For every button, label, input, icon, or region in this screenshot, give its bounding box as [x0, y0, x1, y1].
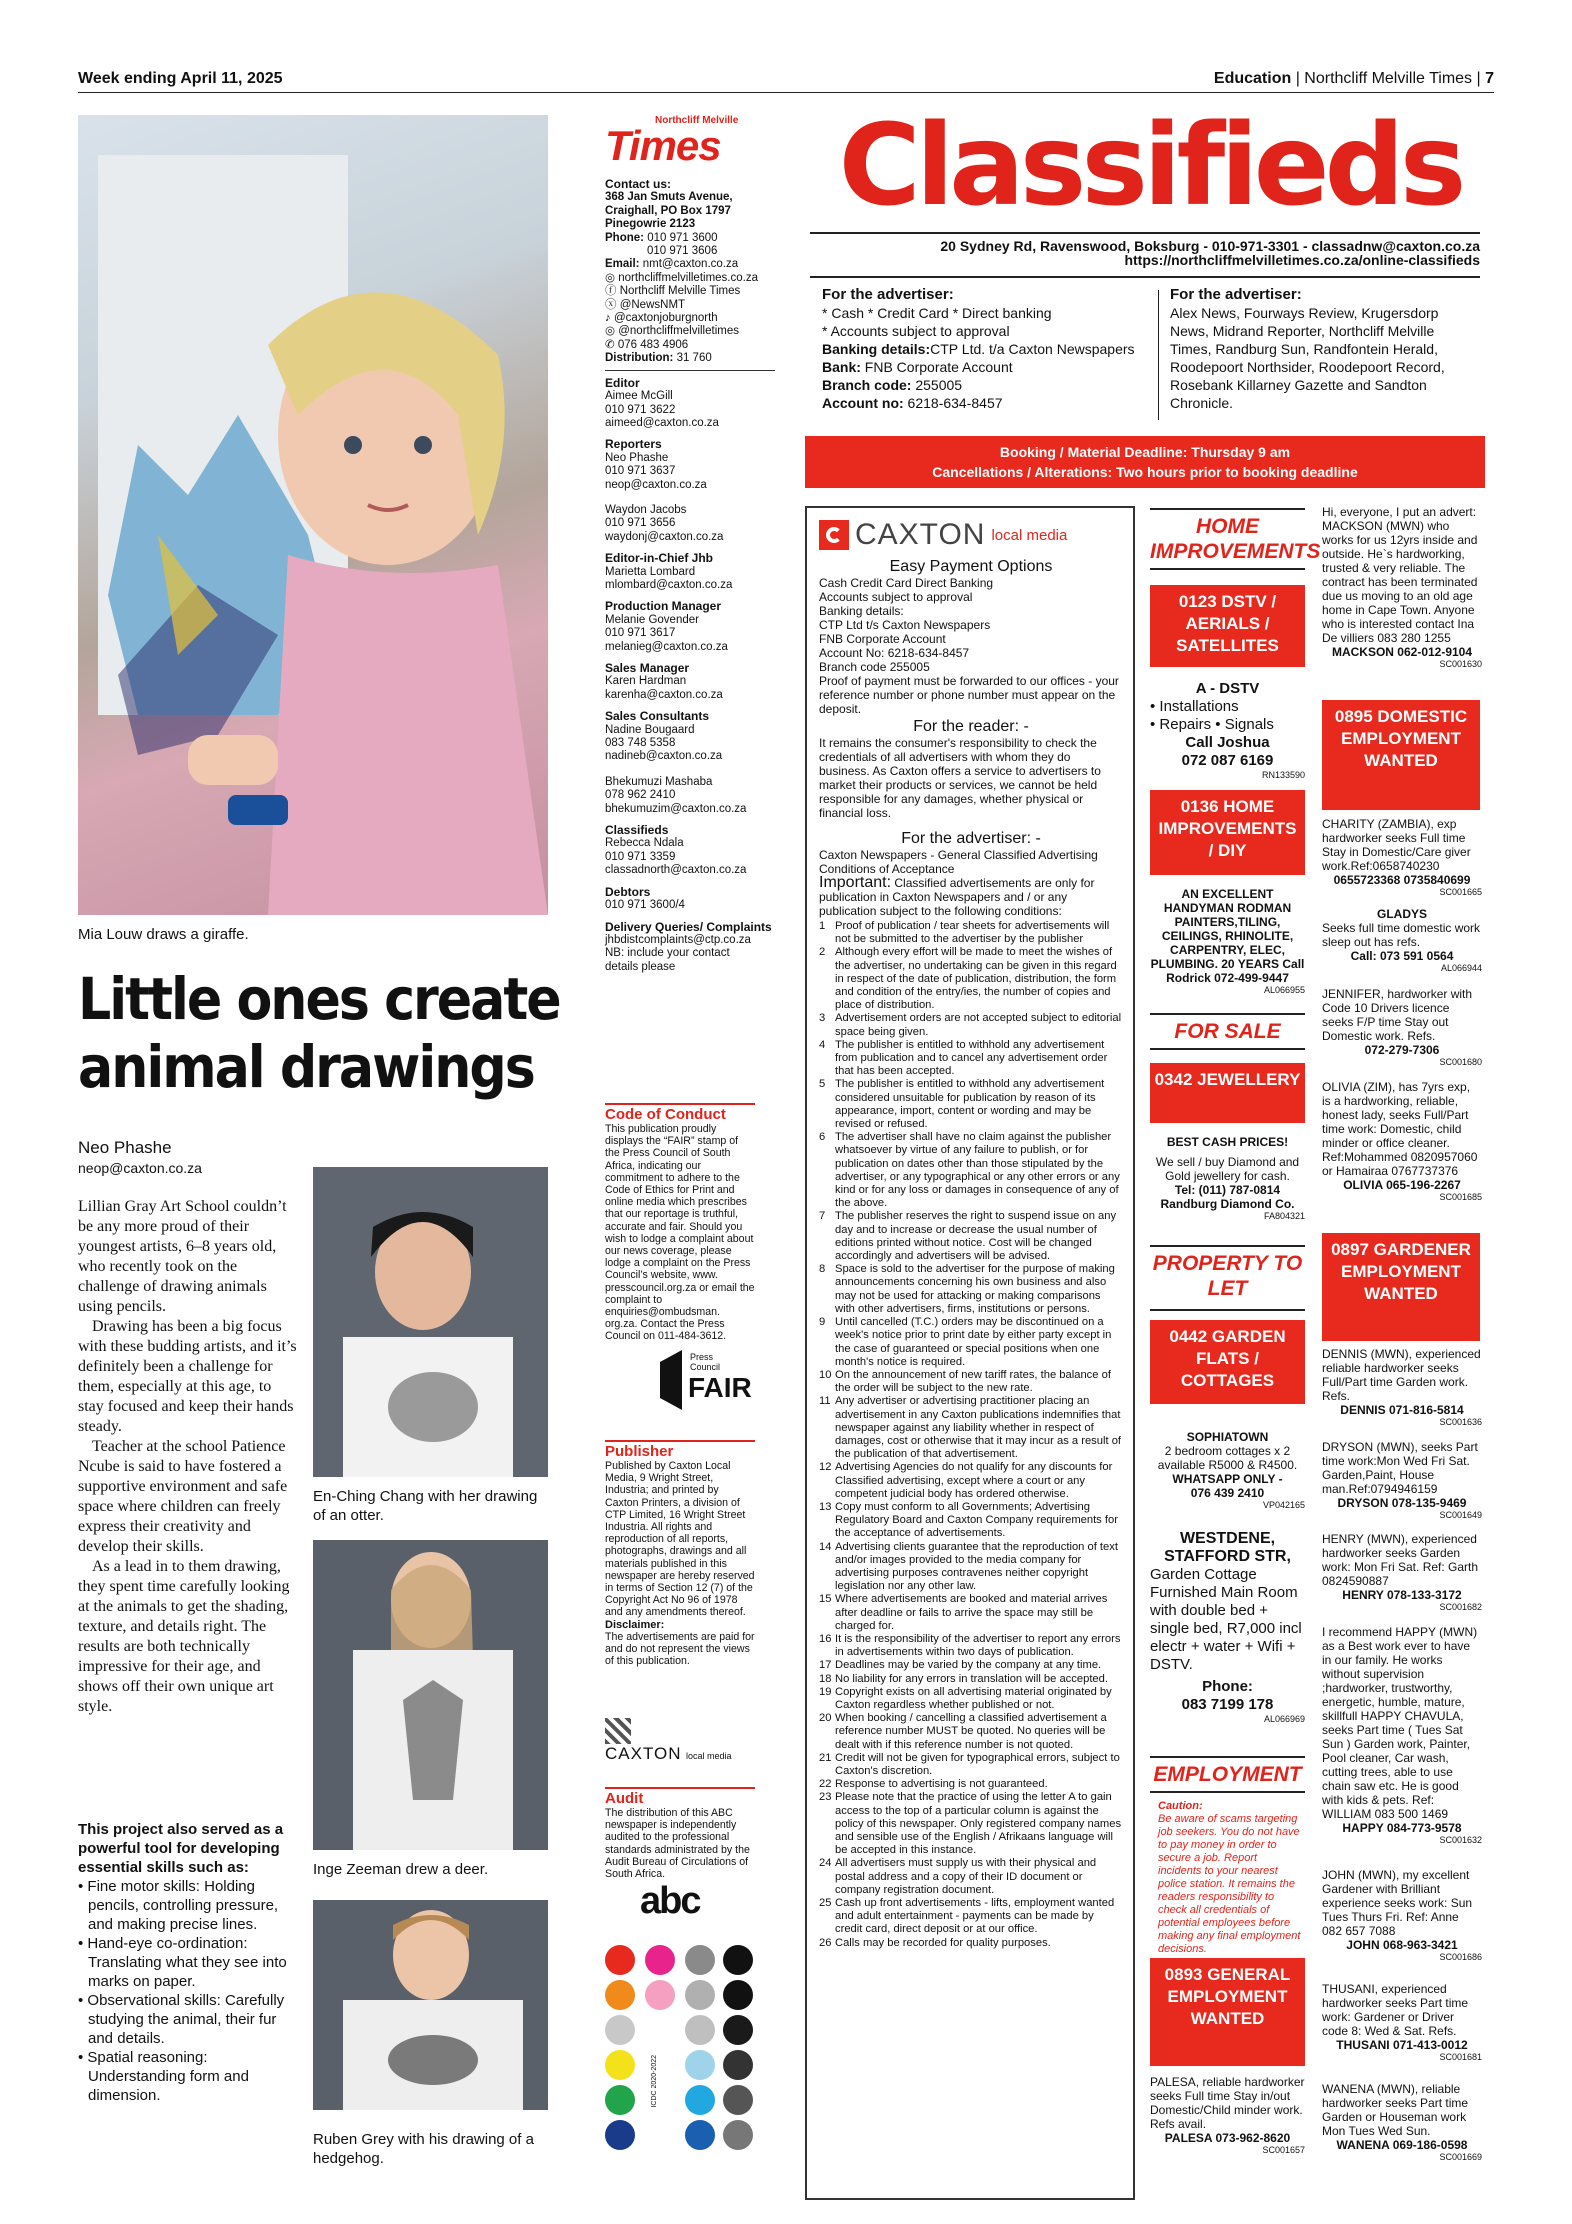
- ad-gladys: GLADYS Seeks full time domestic work sleep out has refs. Call: 073 591 0564 AL066944: [1322, 907, 1482, 973]
- cat-property-to-let: PROPERTY TO LET: [1150, 1245, 1305, 1311]
- cat-0893-general-employment: 0893 GENERAL EMPLOYMENT WANTED: [1150, 1958, 1305, 2066]
- staff-line: 010 971 3637: [605, 465, 676, 478]
- condition-number: 2: [819, 946, 826, 959]
- photo-hedgehog: [313, 1900, 548, 2110]
- condition-item: 6 The advertiser shall have no claim against the publisher whatsoever by virtue of any failure to publish, or for publication on dates other than those stipulated by the advertiser, or any typographical or any other errors or any kind or for any loss or damages in consequence of any of the above.: [819, 1131, 1120, 1210]
- condition-number: 3: [819, 1012, 826, 1025]
- conditions-list: [819, 920, 1123, 1950]
- ad-olivia: OLIVIA (ZIM), has 7yrs exp, is a hardworking, reliable, honest lady, seeks Full/Part time work: Domestic, child minder or office cleaner. Ref:Mohammed 0820957060 or Hamairaa 0767737376 OLIVIA 065-196-2267 SC001685: [1322, 1080, 1482, 1202]
- publisher-title: Publisher: [605, 1440, 755, 1460]
- staff-line: Neo Phashe: [605, 451, 669, 464]
- ad-dennis: DENNIS (MWN), experienced reliable hardworker seeks Full/Part time Garden work. Refs. DENNIS 071-816-5814 SC001636: [1322, 1347, 1482, 1427]
- condition-number: 15: [819, 1593, 832, 1606]
- facebook-link[interactable]: ⓕ Northcliff Melville Times: [605, 285, 741, 298]
- colour-bar: [605, 1945, 755, 2170]
- header-rule: [78, 92, 1494, 93]
- staff-block: [605, 438, 775, 544]
- condition-item: 24 All advertisers must supply us with their physical and postal address and a copy of their ID document or company registration document.: [819, 1857, 1097, 1896]
- conduct-title: Code of Conduct: [605, 1103, 755, 1123]
- condition-number: 18: [819, 1672, 832, 1685]
- branch-value: 255005: [915, 377, 963, 393]
- staff-line: NB: include your contact: [605, 947, 730, 960]
- phone-2[interactable]: 010 971 3606: [647, 245, 718, 258]
- staff-role: Delivery Queries/ Complaints: [605, 919, 772, 934]
- deadline-banner: [805, 436, 1485, 488]
- condition-number: 7: [819, 1210, 826, 1223]
- photo-illustration: [78, 115, 548, 915]
- easy-payment-line: Accounts subject to approval: [819, 590, 973, 604]
- caxton-terms-box: [805, 506, 1135, 2200]
- condition-item: 26 Calls may be recorded for quality purposes.: [819, 1936, 1051, 1949]
- ad-westdene: WESTDENE, STAFFORD STR, Garden Cottage Furnished Main Room with double bed + single bed, R7,000 incl electr + water + Wifi + DSTV. Phone: 083 7199 178 AL066969: [1150, 1530, 1305, 1724]
- article-paragraph: Teacher at the school Patience Ncube is said to have fostered a supportive environment and safe space where children can freely express their creativity and develop their skills.: [78, 1438, 288, 1555]
- condition-item: 18 No liability for any errors in translation will be accepted.: [819, 1672, 1108, 1685]
- banking-value: CTP Ltd. t/a Caxton Newspapers: [930, 341, 1135, 357]
- easy-payment-line: Proof of payment must be forwarded to our offices - your reference number or phone number must appear on the deposit.: [819, 674, 1119, 716]
- classifieds-title: Classifieds: [838, 101, 1462, 231]
- disclaimer-title: Disclaimer:: [605, 1618, 665, 1631]
- staff-line: Rebecca Ndala: [605, 837, 684, 850]
- caxton-small-sub: local media: [686, 1751, 732, 1761]
- important-text: Classified advertisements are only for publication in Caxton Newspapers and / or any publication subject to the following conditions:: [819, 876, 1095, 918]
- easy-payment-line: Account No: 6218-634-8457: [819, 646, 970, 660]
- condition-number: 23: [819, 1791, 832, 1804]
- cat-0897-gardener: 0897 GARDENER EMPLOYMENT WANTED: [1322, 1233, 1480, 1341]
- staff-line: 010 971 3622: [605, 403, 676, 416]
- easy-payment-title: Easy Payment Options: [889, 558, 1053, 575]
- instagram-link[interactable]: ◎ @northcliffmelvilletimes: [605, 325, 739, 338]
- caxton-logo-sub: local media: [991, 526, 1068, 544]
- cat-0895-domestic: 0895 DOMESTIC EMPLOYMENT WANTED: [1322, 700, 1480, 810]
- disclaimer-text: The advertisements are paid for and do not represent the views of this publication.: [605, 1630, 755, 1668]
- staff-line: Karen Hardman: [605, 675, 687, 688]
- staff-line: Bhekumuzi Mashaba: [605, 775, 713, 788]
- staff-line: 010 971 3617: [605, 627, 676, 640]
- distribution-label: Distribution:: [605, 352, 674, 365]
- condition-number: 10: [819, 1368, 832, 1381]
- reader-text: It remains the consumer's responsibility to check the credentials of all advertisers with whom they do business. As Caxton offers a service to advertisers to market their products or services, we cannot be held responsible for any damages, whether physical or financial loss.: [819, 736, 1101, 820]
- adv-right-text: Alex News, Fourways Review, Krugersdorp News, Midrand Reporter, Northcliff Melville Times, Randburg Sun, Randfontein Herald, Roodepoort Northsider, Roodepoort Record, Rosebank Killarney Gazette and Sandton Chronicle.: [1170, 305, 1445, 411]
- staff-role: Production Manager: [605, 599, 722, 614]
- publisher: [605, 1440, 755, 1667]
- staff-line[interactable]: aimeed@caxton.co.za: [605, 416, 719, 429]
- important-label: Important:: [819, 874, 892, 891]
- condition-item: 7 The publisher reserves the right to suspend issue on any day and to increase or decrease the usual number of editions printed without notice. Cost will be changed accordingly and advertisers will be advised.: [819, 1210, 1117, 1263]
- staff-line: 010 971 3600/4: [605, 899, 685, 912]
- cat-home-improvements: HOME IMPROVEMENTS: [1150, 508, 1305, 570]
- contact-line: 368 Jan Smuts Avenue,: [605, 191, 733, 204]
- email-label: Email:: [605, 258, 640, 271]
- icdc-text: ICDC 2020-2022: [651, 2055, 658, 2108]
- terms-adv-sub: Caxton Newspapers - General Classified Advertising Conditions of Acceptance: [819, 848, 1098, 876]
- cat-0342-jewellery: 0342 JEWELLERY: [1150, 1063, 1305, 1123]
- caption-otter: En-Ching Chang with her drawing of an otter.: [313, 1488, 538, 1524]
- staff-block: [605, 600, 775, 654]
- skill-item: • Observational skills: Carefully studying the animal, their fur and details.: [78, 1992, 285, 2047]
- header-paper: Northcliff Melville Times: [1304, 70, 1473, 87]
- abc-logo: abc: [640, 1880, 700, 1922]
- publisher-text: Published by Caxton Local Media, 9 Wright Street, Industria; and printed by Caxton Printers, a division of CTP Limited, 16 Wright Street Industria. All rights and reproduction of all reports, photographs, drawings and all materials published in this newspaper are hereby reserved in terms of Section 12 (7) of the Copyright Act No 96 of 1978 and any amendments thereof.: [605, 1460, 755, 1619]
- staff-line: Aimee McGill: [605, 390, 673, 403]
- easy-payment-line: Branch code 255005: [819, 660, 930, 674]
- condition-number: 5: [819, 1078, 826, 1091]
- cat-employment: EMPLOYMENT: [1150, 1756, 1305, 1793]
- header-right: Education | Northcliff Melville Times | 7: [1213, 70, 1494, 87]
- code-of-conduct: [605, 1103, 755, 1343]
- condition-number: 4: [819, 1038, 826, 1051]
- article-paragraph: Lillian Gray Art School couldn’t be any more proud of their youngest artists, 6–8 years old, who recently took on the challenge of drawing animals using pencils.: [78, 1198, 287, 1315]
- account-label: Account no:: [822, 395, 904, 411]
- ad-john: JOHN (MWN), my excellent Gardener with Brilliant experience seeks work: Sun Tues Thurs Fri. Ref: Anne 082 657 7088 JOHN 068-963-3421 SC001686: [1322, 1868, 1482, 1962]
- condition-number: 20: [819, 1712, 832, 1725]
- deadline-booking: Booking / Material Deadline: Thursday 9 am: [999, 444, 1291, 460]
- website-link[interactable]: ◎ northcliffmelvilletimes.co.za: [605, 271, 758, 284]
- condition-item: 19 Copyright exists on all advertising material originated by Caxton regardless whether published or not.: [819, 1685, 1112, 1711]
- staff-line[interactable]: jhbdistcomplaints@ctp.co.za: [605, 933, 751, 946]
- advertiser-divider: [1158, 290, 1159, 420]
- easy-payment-line: CTP Ltd t/s Caxton Newspapers: [819, 618, 991, 632]
- branch-label: Branch code:: [822, 377, 912, 393]
- condition-item: 22 Response to advertising is not guaranteed.: [819, 1778, 1048, 1791]
- staff-block: [605, 824, 775, 878]
- condition-item: 15 Where advertisements are booked and material arrives after deadline or fails to arrive the space may still be charged for.: [819, 1593, 1108, 1632]
- condition-item: 17 Deadlines may be varied by the company at any time.: [819, 1659, 1102, 1672]
- condition-number: 13: [819, 1500, 832, 1513]
- staff-line: [605, 492, 775, 504]
- caption-deer: Inge Zeeman drew a deer.: [313, 1861, 489, 1878]
- contacts-block: [605, 178, 775, 982]
- condition-item: 1 Proof of publication / tear sheets for advertisements will not be submitted to the advertiser by the publisher: [819, 920, 1110, 946]
- photo-deer: [313, 1540, 548, 1850]
- condition-number: 26: [819, 1936, 832, 1949]
- staff-line: Waydon Jacobs: [605, 503, 687, 516]
- condition-number: 6: [819, 1131, 826, 1144]
- ad-happy: I recommend HAPPY (MWN) as a Best work ever to have in our family. He works without supervision ;hardworker, trustworthy, energetic, humble, mature, skillfull HAPPY CHAVULA, seeks Part time ( Tues Sat Sun ) Garden work, Painter, Pool cleaner, Car wash, cutting trees, able to use chain saw etc. He is good with kids & pets. Ref: WILLIAM 083 500 1469 HAPPY 084-773-9578 SC001632: [1322, 1625, 1482, 1845]
- condition-number: 9: [819, 1316, 826, 1329]
- caxton-logo-text: CAXTON: [855, 518, 986, 551]
- staff-line: 010 971 3656: [605, 517, 676, 530]
- condition-item: 13 Copy must conform to all Governments; Advertising Regulatory Board and Caxton Company requirements for the acceptance of advertisements.: [819, 1500, 1118, 1540]
- condition-number: 22: [819, 1778, 832, 1791]
- audit-title: Audit: [605, 1787, 755, 1807]
- account-value: 6218-634-8457: [907, 395, 1003, 411]
- staff-line: 083 748 5358: [605, 737, 676, 750]
- condition-number: 17: [819, 1659, 832, 1672]
- condition-number: 19: [819, 1685, 832, 1698]
- skills-intro: This project also served as a powerful tool for developing essential skills such as:: [78, 1821, 284, 1876]
- cat-0123-dstv: 0123 DSTV / AERIALS / SATELLITES: [1150, 585, 1305, 667]
- condition-item: 16 It is the responsibility of the advertiser to report any errors in advertisements within two days of publication.: [819, 1632, 1121, 1659]
- condition-item: 5 The publisher is entitled to withhold any advertisement considered unsuitable for publication by reason of its appearance, import, content or wording and may be revised or refused.: [819, 1078, 1105, 1131]
- masthead: [605, 115, 765, 169]
- staff-line[interactable]: nadineb@caxton.co.za: [605, 750, 723, 763]
- skill-item: • Spatial reasoning: Understanding form and dimension.: [78, 2049, 249, 2104]
- caxton-logo-small: [605, 1718, 765, 1764]
- staff-block: [605, 921, 775, 975]
- reader-title: For the reader: -: [913, 718, 1029, 735]
- staff-line[interactable]: mlombard@caxton.co.za: [605, 578, 733, 591]
- skill-item: • Fine motor skills: Holding pencils, controlling pressure, and making precise lines.: [78, 1878, 279, 1933]
- condition-number: 11: [819, 1395, 831, 1408]
- fair-small-1: Press: [690, 1352, 714, 1362]
- ad-sophiatown: SOPHIATOWN 2 bedroom cottages x 2 available R5000 & R4500. WHATSAPP ONLY - 076 439 2410 VP042165: [1157, 1430, 1305, 1510]
- header-week: Week ending April 11, 2025: [78, 70, 283, 87]
- condition-number: 25: [819, 1897, 832, 1910]
- terms-adv-title: For the advertiser: -: [901, 830, 1041, 847]
- adv-left-line: * Cash * Credit Card * Direct banking: [822, 305, 1052, 321]
- staff-line: 010 971 3359: [605, 850, 676, 863]
- article-paragraph: Drawing has been a big focus with these budding artists, and it’s definitely been a challenge for them, especially at this age, to stay focused and keep their hands steady.: [78, 1318, 297, 1435]
- banking-label: Banking details:: [822, 341, 931, 357]
- staff-role: Classifieds: [605, 823, 669, 838]
- staff-role: Sales Consultants: [605, 709, 710, 724]
- distribution-value: 31 760: [676, 352, 712, 365]
- headline: Little ones create animal drawings: [78, 965, 560, 1101]
- article-paragraph: As a lead in to them drawing, they spent time carefully looking at the animals to get the shading, texture, and details right. The results are both technically impressive for their age, and shows off their own unique art style.: [78, 1558, 290, 1715]
- advertiser-right: [1170, 286, 1470, 412]
- ad-henry: HENRY (MWN), experienced hardworker seeks Garden work: Mon Fri Sat. Ref: Garth 0824590887 HENRY 078-133-3172 SC001682: [1322, 1532, 1482, 1612]
- condition-item: 25 Cash up front advertisements - lifts, employment wanted and adult entertainment - payments can be made by credit card, direct deposit or at our office.: [819, 1897, 1115, 1936]
- condition-number: 12: [819, 1461, 832, 1474]
- phone-label: Phone:: [605, 231, 644, 244]
- contact-line: Pinegowrie 2123: [605, 218, 696, 231]
- staff-line[interactable]: melanieg@caxton.co.za: [605, 640, 728, 653]
- ad-a-dstv: A - DSTV • Installations • Repairs • Signals Call Joshua 072 087 6169 RN133590: [1150, 680, 1305, 780]
- adv-left-title: For the advertiser:: [822, 286, 954, 303]
- x-link[interactable]: ⓧ @NewsNMT: [605, 298, 686, 311]
- condition-number: 16: [819, 1632, 832, 1645]
- ad-cash-prices: BEST CASH PRICES! We sell / buy Diamond and Gold jewellery for cash. Tel: (011) 787-0814 Randburg Diamond Co. FA804321: [1155, 1135, 1305, 1221]
- condition-item: 12 Advertising Agencies do not qualify for any discounts for Classified advertising, except where a court or any competent judicial body has ordered otherwise.: [819, 1461, 1113, 1500]
- adv-left-line: * Accounts subject to approval: [822, 323, 1010, 339]
- staff-block: [605, 552, 775, 592]
- audit: [605, 1787, 755, 1880]
- audit-text: The distribution of this ABC newspaper is independently audited to the professional standards administrated by the Audit Bureau of Circulations of South Africa.: [605, 1807, 750, 1881]
- condition-number: 21: [819, 1751, 832, 1764]
- easy-payment-lines: [819, 576, 1123, 716]
- condition-item: 10 On the announcement of new tariff rates, the balance of the order will be subject to the new rate.: [819, 1368, 1111, 1395]
- bank-value: FNB Corporate Account: [864, 359, 1013, 375]
- staff-block: [605, 377, 775, 431]
- staff-line: Nadine Bougaard: [605, 723, 695, 736]
- caption-hedgehog: Ruben Grey with his drawing of a hedgehog.: [313, 2131, 534, 2167]
- advertiser-left: [822, 286, 1152, 412]
- staff-line: Melanie Govender: [605, 613, 699, 626]
- caxton-small-text: CAXTON: [605, 1744, 682, 1763]
- deadline-cancel: Cancellations / Alterations: Two hours prior to booking deadline: [932, 464, 1358, 480]
- staff-role: Debtors: [605, 884, 651, 899]
- condition-item: 4 The publisher is entitled to withhold any advertisement from publication and to cancel any advertisement order that has been accepted.: [819, 1038, 1108, 1078]
- photo-otter: [313, 1167, 548, 1477]
- easy-payment-line: FNB Corporate Account: [819, 632, 946, 646]
- condition-item: 2 Although every effort will be made to meet the wishes of the advertiser, no undertaking can be given in this regard in respect of the date of publication, distribution, the form and condition of the entry/ies, the number of copies and place of distribution.: [819, 946, 1117, 1012]
- whatsapp-link[interactable]: ✆ 076 483 4906: [605, 338, 689, 351]
- cat-0136-home-improvements: 0136 HOME IMPROVEMENTS / DIY: [1150, 790, 1305, 875]
- staff-role: Editor-in-Chief Jhb: [605, 551, 713, 566]
- staff-block: [605, 662, 775, 702]
- condition-number: 1: [819, 920, 826, 932]
- staff-line[interactable]: classadnorth@caxton.co.za: [605, 864, 747, 877]
- ad-thusani: THUSANI, experienced hardworker seeks Part time work: Gardener or Driver code 8: Wed & Sat. Refs. THUSANI 071-413-0012 SC001681: [1322, 1982, 1482, 2062]
- ad-charity: CHARITY (ZAMBIA), exp hardworker seeks Full time Stay in Domestic/Care giver work.Ref:0658740230 0655723368 0735840699 SC001665: [1322, 817, 1482, 897]
- tiktok-link[interactable]: ♪ @caxtonjoburgnorth: [605, 312, 718, 325]
- classifieds-address: 20 Sydney Rd, Ravenswood, Boksburg - 010-971-3301 - classadnw@caxton.co.za: [810, 232, 1480, 254]
- conduct-text: This publication proudly displays the “FAIR” stamp of the Press Council of South Africa, indicating our commitment to adhere to the Code of Ethics for Print and online media which prescribes that our reportage is truthful, accurate and fair. Should you wish to lodge a complaint about our news coverage, please lodge a complaint on the Press Council’s website, www. presscouncil.org.za or email the complaint to enquiries@ombudsman. org.za. Contact the Press Council on 011-484-3612.: [605, 1123, 755, 1343]
- phone-1[interactable]: 010 971 3600: [647, 231, 718, 244]
- adv-right-title: For the advertiser:: [1170, 286, 1302, 303]
- ad-mackson: Hi, everyone, I put an advert: MACKSON (MWN) who works for us 12yrs inside and outside. He`s hardworking, trusted & very reliable. The contract has been terminated due us moving to an old age home in Cape Town. Anyone who is interested contact Ina De villiers 083 280 1255 MACKSON 062-012-9104 SC001630: [1322, 505, 1482, 669]
- ad-palesa: PALESA, reliable hardworker seeks Full time Stay in/out Domestic/Child minder work. Refs avail. PALESA 073-962-8620 SC001657: [1150, 2075, 1305, 2155]
- fair-big: FAIR: [688, 1372, 752, 1403]
- fair-logo: [660, 1350, 760, 1420]
- article-body: [78, 1197, 298, 1717]
- condition-item: 20 When booking / cancelling a classified advertisement a reference number MUST be quoted. No queries will be dealt with if this reference number is not quoted.: [819, 1712, 1107, 1751]
- masthead-small: Northcliff Melville: [655, 115, 739, 126]
- ad-handyman: AN EXCELLENT HANDYMAN RODMAN PAINTERS,TILING, CEILINGS, RHINOLITE, CARPENTRY, ELEC, PLUMBING. 20 YEARS Call Rodrick 072-499-9447 AL066955: [1150, 887, 1305, 995]
- condition-number: 8: [819, 1263, 826, 1276]
- staff-line[interactable]: karenha@caxton.co.za: [605, 688, 723, 701]
- condition-item: 14 Advertising clients guarantee that the reproduction of text and/or images provided to the media company for advertising purposes contravenes neither copyright legislation nor any other law.: [819, 1540, 1118, 1593]
- masthead-name: Times: [605, 122, 721, 169]
- email-link[interactable]: nmt@caxton.co.za: [642, 258, 739, 271]
- condition-item: 11 Any advertiser or advertising practitioner placing an advertisement in any Caxton publications indemnifies that newspaper against any liability whether in respect of damages, cost or otherwise that it may incur as a result of the publication of that advertisement.: [819, 1395, 1122, 1461]
- staff-block: [605, 710, 775, 816]
- cat-0442-garden-flats: 0442 GARDEN FLATS / COTTAGES: [1150, 1320, 1305, 1404]
- condition-item: 9 Until cancelled (T.C.) orders may be discontinued on a week's notice prior to print date by either party except in the case of guaranteed or special positions when one month's notice is required.: [819, 1316, 1112, 1368]
- contact-line: Craighall, PO Box 1797: [605, 204, 731, 217]
- staff-role: Editor: [605, 375, 640, 390]
- staff-role: Reporters: [605, 437, 662, 452]
- staff-line: Marietta Lombard: [605, 565, 696, 578]
- header-section: Education: [1213, 70, 1292, 87]
- fair-small-2: Council: [690, 1362, 721, 1372]
- staff-line[interactable]: bhekumuzim@caxton.co.za: [605, 802, 747, 815]
- condition-item: 3 Advertisement orders are not accepted subject to editorial space being given.: [819, 1012, 1122, 1038]
- byline-author: Neo Phashe: [78, 1138, 172, 1157]
- caption-main-photo: Mia Louw draws a giraffe.: [78, 926, 249, 943]
- condition-item: 23 Please note that the practice of using the letter A to gain access to the top of a particular column is against the policy of this newspaper. Only registered company names and sensible use of the English / Afrikaans language will be accepted in this instance.: [819, 1791, 1122, 1857]
- easy-payment-line: Banking details:: [819, 604, 904, 618]
- caxton-terms-logo: [819, 516, 1123, 554]
- staff-line[interactable]: waydonj@caxton.co.za: [605, 530, 724, 543]
- staff-line: details please: [605, 960, 676, 973]
- bank-label: Bank:: [822, 359, 861, 375]
- skill-item: • Hand-eye co-ordination: Translating what they see into marks on paper.: [78, 1935, 287, 1990]
- staff-line: 078 962 2410: [605, 789, 676, 802]
- condition-number: 24: [819, 1857, 832, 1870]
- header-page-number: 7: [1485, 70, 1494, 87]
- classifieds-rule: [810, 276, 1480, 278]
- contact-title: Contact us:: [605, 177, 671, 191]
- condition-number: 14: [819, 1540, 832, 1553]
- easy-payment-line: Cash Credit Card Direct Banking: [819, 576, 994, 590]
- article-skills: [78, 1820, 298, 2105]
- cat-for-sale: FOR SALE: [1150, 1013, 1305, 1050]
- staff-role: Sales Manager: [605, 661, 690, 675]
- condition-item: 8 Space is sold to the advertiser for the purpose of making announcements concerning his own business and also may not be used for attacking or making comparisons with other advertisers, firms, institutions or persons.: [819, 1263, 1115, 1315]
- caution-notice: Caution: Be aware of scams targeting job seekers. You do not have to pay money in order to secure a job. Report incidents to your nearest police station. It remains the readers responsibility to check all credentials of potential employees before making any final employment decisions.: [1158, 1800, 1301, 1955]
- staff-block: [605, 886, 775, 913]
- staff-line: [605, 764, 775, 776]
- ad-jennifer: JENNIFER, hardworker with Code 10 Drivers licence seeks F/P time Stay out Domestic work. Refs. 072-279-7306 SC001680: [1322, 987, 1482, 1067]
- condition-item: 21 Credit will not be given for typographical errors, subject to Caxton's discretion.: [819, 1751, 1120, 1777]
- main-photo-giraffe: [78, 115, 548, 915]
- classifieds-url[interactable]: https://northcliffmelvilletimes.co.za/online-classifieds: [1124, 252, 1480, 268]
- byline-email: neop@caxton.co.za: [78, 1160, 202, 1176]
- staff-line[interactable]: neop@caxton.co.za: [605, 478, 707, 491]
- ad-dryson: DRYSON (MWN), seeks Part time work:Mon Wed Fri Sat. Garden,Paint, House man.Ref:0794946159 DRYSON 078-135-9469 SC001649: [1322, 1440, 1482, 1520]
- ad-wanena: WANENA (MWN), reliable hardworker seeks Part time Garden or Houseman work Mon Tues Wed Sun. WANENA 069-186-0598 SC001669: [1322, 2082, 1482, 2162]
- staff-list: [605, 377, 775, 974]
